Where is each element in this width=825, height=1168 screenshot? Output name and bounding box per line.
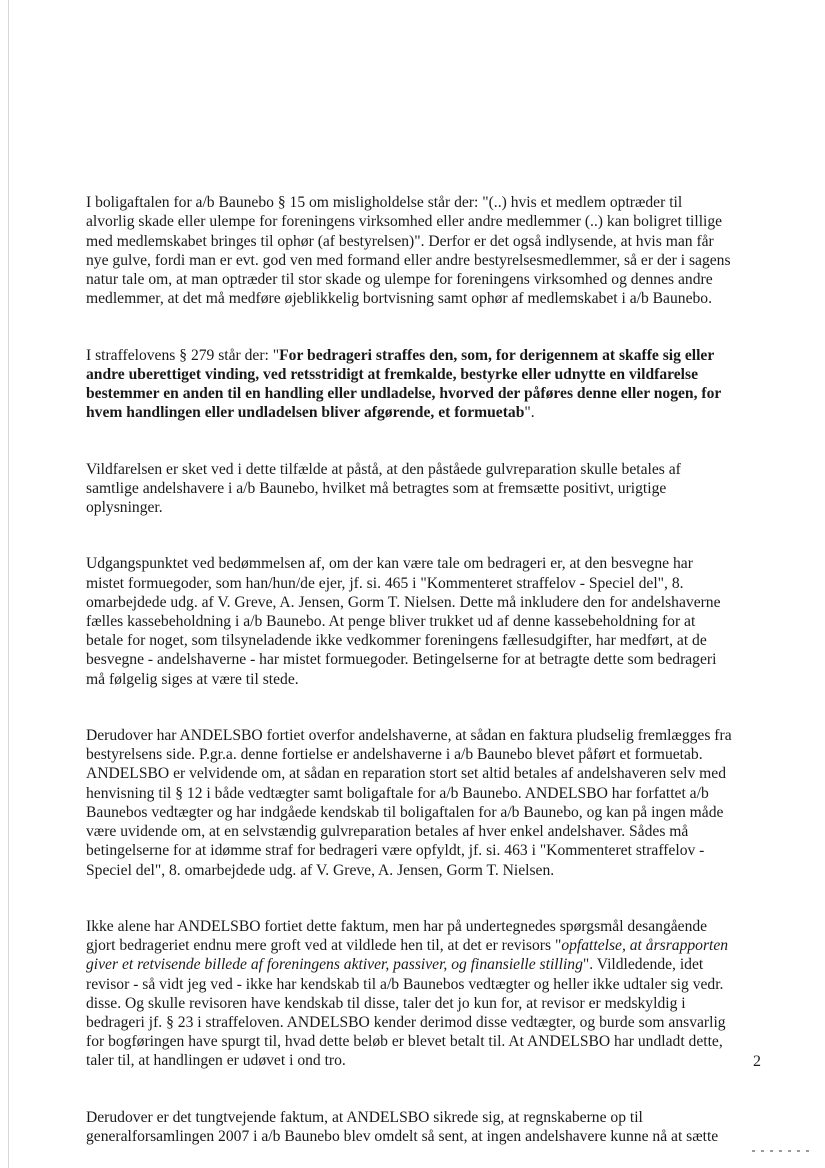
paragraph-udgangspunkt: [86, 535, 766, 689]
paragraph-boligaftale: [86, 174, 766, 308]
text-segment: ". Vildledende, idet revisor - så vidt jeg ved - ikke har kendskab til a/b Baunebos vedtægter og heller ikke udtaler sig vedr. disse. Og skulle revisoren have kendskab til disse, taler det jo kun for, at revisor er medskyldig i bedrageri jf. § 23 i straffeloven. ANDELSBO kender derimod disse vedtægter, og burde som ansvarlig for bogføringen have spurgt til, hvad dette beløb er blevet betalt til. At ANDELSBO har undladt dette, taler til, at handlingen er udøvet i ond tro.: [86, 956, 726, 1070]
page-number: 2: [753, 1053, 761, 1070]
text-segment: Derudover er det tungtvejende faktum, at ANDELSBO sikrede sig, at regnskaberne op til generalforsamlingen 2007 i a/b Baunebo blev omdelt så sent, at ingen andelshavere kunne nå at sætte: [86, 1108, 719, 1145]
scan-artifact: [752, 1150, 812, 1152]
bold-quote: For bedrageri straffes den, som, for derigennem at skaffe sig eller andre uberettiget vinding, ved retsstridigt at fremkalde, bestyrke eller udnytte en vildfarelse bestemmer en anden til en handling eller undladelse, hvorved der påføres denne eller nogen, for hvem handlingen eller undladelsen bliver afgørende, et formuetab: [86, 346, 722, 422]
text-segment: Derudover har ANDELSBO fortiet overfor andelshaverne, at sådan en faktura pludselig fremlægges fra bestyrelsens side. P.gr.a. denne fortielse er andelshaverne i a/b Baunebo blevet påført et formuetab. ANDELSBO er velvidende om, at sådan en reparation stort set altid betales af andelshaveren selv med henvisning til § 12 i både vedtægter samt boligaftale for a/b Baunebo. ANDELSBO har forfattet a/b Baunebos vedtægter og har indgåede kendskab til boligaftalen for a/b Baunebo, og kan på ingen måde være uvidende om, at en selvstændig gulvreparation betales af hver enkel andelshaver. Sådes må betingelserne for at idømme straf for bedrageri være opfyldt, jf. si. 463 i "Kommenteret straffelov - Speciel del", 8. omarbejdede udg. af V. Greve, A. Jensen, Gorm T. Nielsen.: [86, 727, 732, 879]
paragraph-straffelov-279: [86, 326, 766, 422]
paragraph-vildfarelse: [86, 440, 766, 517]
paragraph-generalforsamling: [86, 1089, 766, 1147]
paragraph-revisor: [86, 898, 766, 1071]
text-segment: Udgangspunktet ved bedømmelsen af, om der kan være tale om bedrageri er, at den besvegne har mistet formuegoder, som han/hun/de ejer, jf. si. 465 i "Kommenteret straffelov - Speciel del", 8. omarbejdede udg. af V. Greve, A. Jensen, Gorm T. Nielsen. Dette må inkludere den for andelshaverne fælles kassebeholdning i a/b Baunebo. At penge bliver trukket ud af denne kassebeholdning for at betale for noget, som tilsyneladende ikke vedkommer foreningens fællesudgifter, har medført, at de besvegne - andelshaverne - har mistet formuegoder. Betingelserne for at betragte dette som bedrageri må følgelig siges at være til stede.: [86, 555, 721, 688]
italic-quote: opfattelse, at årsrapporten giver et retvisende billede af foreningens aktiver, passiver, og finansielle stilling: [86, 937, 729, 974]
text-segment: I straffelovens § 279 står der: ": [86, 346, 280, 364]
text-segment: ".: [524, 404, 535, 422]
text-segment: Ikke alene har ANDELSBO fortiet dette faktum, men har på undertegnedes spørgsmål desangående gjort bedrageriet endnu mere groft ved at vildlede hen til, at det er revisors ": [86, 917, 708, 955]
scan-left-edge: [8, 0, 9, 1168]
paragraph-fortielse: [86, 707, 766, 880]
text-segment: Vildfarelsen er sket ved i dette tilfælde at påstå, at den påståede gulvreparation skulle betales af samtlige andelshavere i a/b Baunebo, hvilket må betragtes som at fremsætte positivt, urigtige oplysninger.: [86, 460, 681, 517]
document-body: [86, 174, 766, 1164]
text-segment: I boligaftalen for a/b Baunebo § 15 om misligholdelse står der: "(..) hvis et medlem optræder til alvorlig skade eller ulempe for foreningens virksomhed eller andre medlemmer (..) kan boligret tillige med medlemskabet bringes til ophør (af bestyrelsen)". Derfor er det også indlysende, at hvis man får nye gulve, fordi man er evt. god ven med formand eller andre bestyrelsesmedlemmer, så er der i sagens natur tale om, at man optræder til stor skade og ulempe for foreningens virksomhed og dennes andre medlemmer, at det må medføre øjeblikkelig bortvisning samt ophør af medlemskabet i a/b Baunebo.: [86, 194, 731, 308]
